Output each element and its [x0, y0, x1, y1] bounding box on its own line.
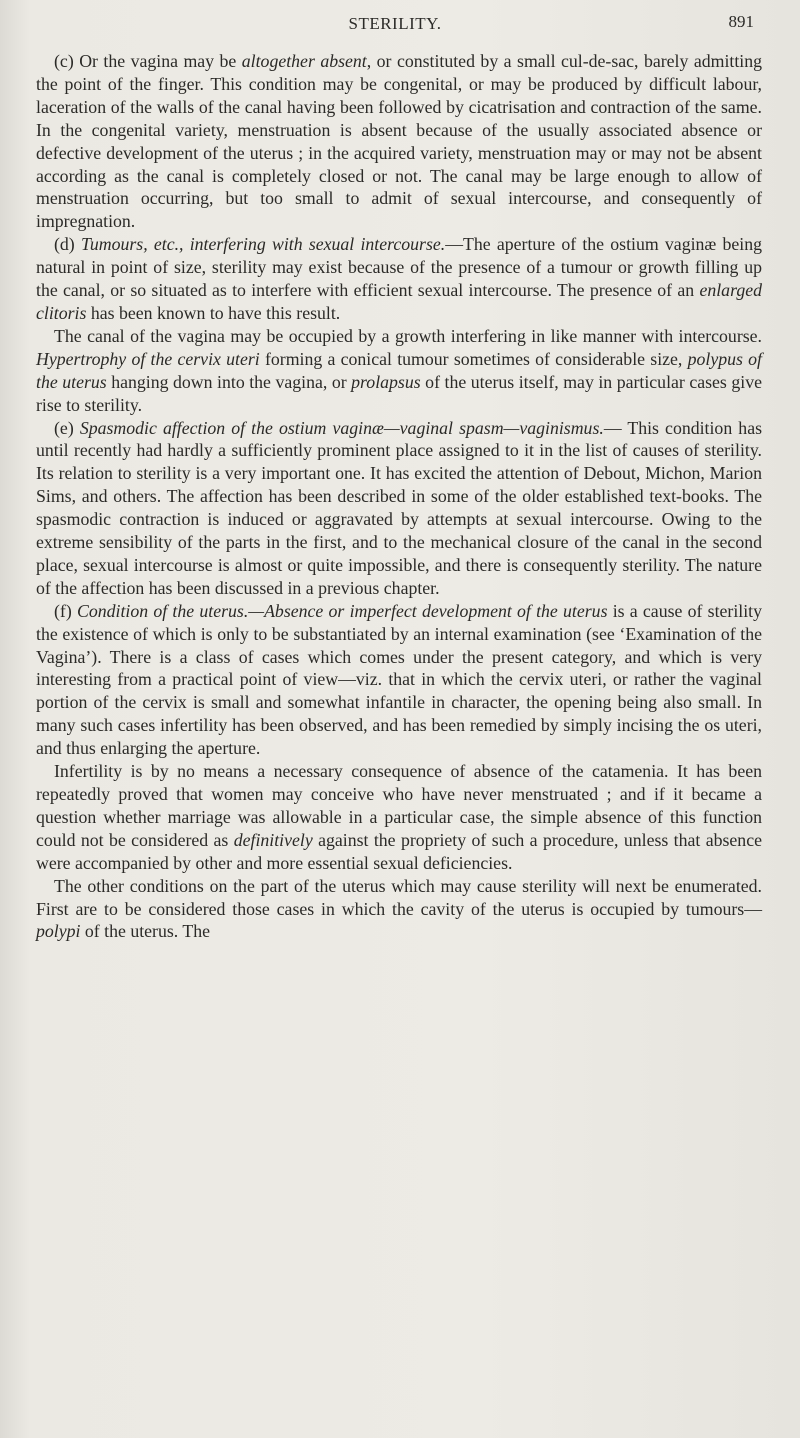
running-head: STERILITY. — [348, 14, 442, 33]
paragraph-infertility: Infertility is by no means a necessary consequence of absence of the catamenia. It has been repeatedly proved that women may conceive who have never menstruated ; and if it became a question whether marriage was allowable in a particular case, the simple absence of this function could not be considered as definitively against the propriety of such a procedure, unless that absence were accompanied by other and more essential sexual deficiencies. — [36, 761, 762, 873]
paragraph-tumours: (d) Tumours, etc., interfering with sexual intercourse.—The aperture of the ostium vaginæ being natural in point of size, sterility may exist because of the presence of a tumour or growth filling up the canal, or so situated as to interfere with efficient sexual intercourse. The presence of an enlarged clitoris has been known to have this result. — [36, 234, 762, 323]
page-header — [36, 0, 754, 44]
paragraph-vaginismus: (e) Spasmodic affection of the ostium vaginæ—vaginal spasm—vaginismus.— This condition has until recently had hardly a sufficiently prominent place assigned to it in the list of causes of sterility. Its relation to sterility is a very important one. It has excited the attention of Debout, Michon, Marion Sims, and others. The affection has been described in some of the older established text-books. The spasmodic contraction is induced or aggravated by attempts at sexual intercourse. Owing to the extreme sensibility of the parts in the first, and to the mechanical closure of the canal in the second place, sexual intercourse is almost or quite impossible, and there is consequently sterility. The nature of the affection has been discussed in a previous chapter. — [36, 417, 763, 598]
page-number: 891 — [728, 12, 754, 31]
paragraph-other-conditions: The other conditions on the part of the uterus which may cause sterility will next be enumerated. First are to be considered those cases in which the cavity of the uterus is occupied by tumours—polypi of the uterus. The — [36, 875, 762, 942]
paragraph-canal-growth: The canal of the vagina may be occupied by a growth interfering in like manner with intercourse. Hypertrophy of the cervix uteri forming a conical tumour sometimes of considerable size, polypus of the uterus hanging down into the vagina, or prolapsus of the uterus itself, may in particular cases give rise to sterility. — [36, 325, 762, 415]
paragraph-vagina-absent: (c) Or the vagina may be altogether absent, or constituted by a small cul-de-sac, barely admitting the point of the finger. This condition may be congenital, or may be produced by difficult labour, laceration of the walls of the canal having been followed by cicatrisation and contraction of the same. In the congenital variety, menstruation is absent because of the usually associated absence or defective development of the uterus ; in the acquired variety, menstruation may or may not be absent according as the canal is completely closed or not. The canal may be large enough to allow of menstruation occurring, but too small to admit of sexual intercourse, and consequently of impregnation. — [36, 51, 763, 232]
body-text — [36, 50, 762, 943]
paragraph-uterus-condition: (f) Condition of the uterus.—Absence or imperfect development of the uterus is a cause of sterility the existence of which is only to be substantiated by an internal examination (see ‘Examination of the Vagina’). There is a class of cases which comes under the present category, and which is very interesting from a practical point of view—viz. that in which the cervix uteri, or rather the vaginal portion of the cervix is small and somewhat infantile in character, the opening being also small. In many such cases infertility has been observed, and has been remedied by simply incising the os uteri, and thus enlarging the aperture. — [36, 600, 762, 759]
